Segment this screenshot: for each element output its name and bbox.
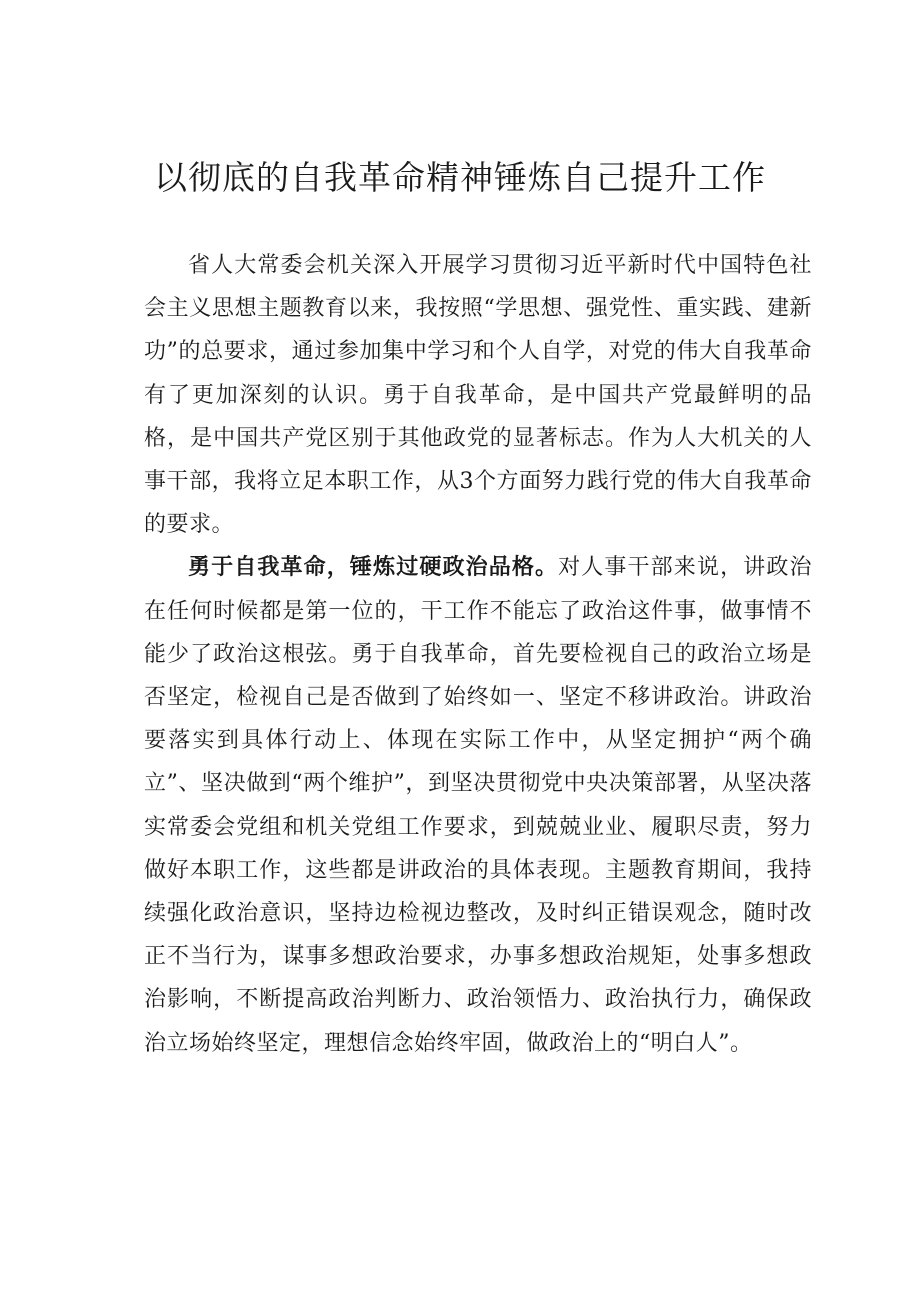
paragraph-lead-heading: 勇于自我革命，锤炼过硬政治品格。 bbox=[188, 554, 559, 581]
paragraph-political-character bbox=[144, 546, 812, 1064]
paragraph-intro-text: 省人大常委会机关深入开展学习贯彻习近平新时代中国特色社会主义思想主题教育以来，我按照“学思想、强党性、重实践、建新功”的总要求，通过参加集中学习和个人自学，对党的伟大自我革命有了更加深刻的认识。勇于自我革命，是中国共产党最鲜明的品格，是中国共产党区别于其他政党的显著标志。作为人大机关的人事干部，我将立足本职工作，从3个方面努力践行党的伟大自我革命的要求。 bbox=[144, 253, 812, 538]
paragraph-political-character-text: 对人事干部来说，讲政治在任何时候都是第一位的，干工作不能忘了政治这件事，做事情不能少了政治这根弦。勇于自我革命，首先要检视自己的政治立场是否坚定，检视自己是否做到了始终如一、坚定不移讲政治。讲政治要落实到具体行动上、体现在实际工作中，从坚定拥护“两个确立”、坚决做到“两个维护”，到坚决贯彻党中央决策部署，从坚决落实常委会党组和机关党组工作要求，到兢兢业业、履职尽责，努力做好本职工作，这些都是讲政治的具体表现。主题教育期间，我持续强化政治意识，坚持边检视边整改，及时纠正错误观念，随时改正不当行为，谋事多想政治要求，办事多想政治规矩，处事多想政治影响，不断提高政治判断力、政治领悟力、政治执行力，确保政治立场始终坚定，理想信念始终牢固，做政治上的“明白人”。 bbox=[144, 555, 812, 1056]
paragraph-intro bbox=[144, 244, 812, 546]
document-body bbox=[144, 244, 812, 1065]
document-title: 以彻底的自我革命精神锤炼自己提升工作 bbox=[154, 158, 766, 197]
